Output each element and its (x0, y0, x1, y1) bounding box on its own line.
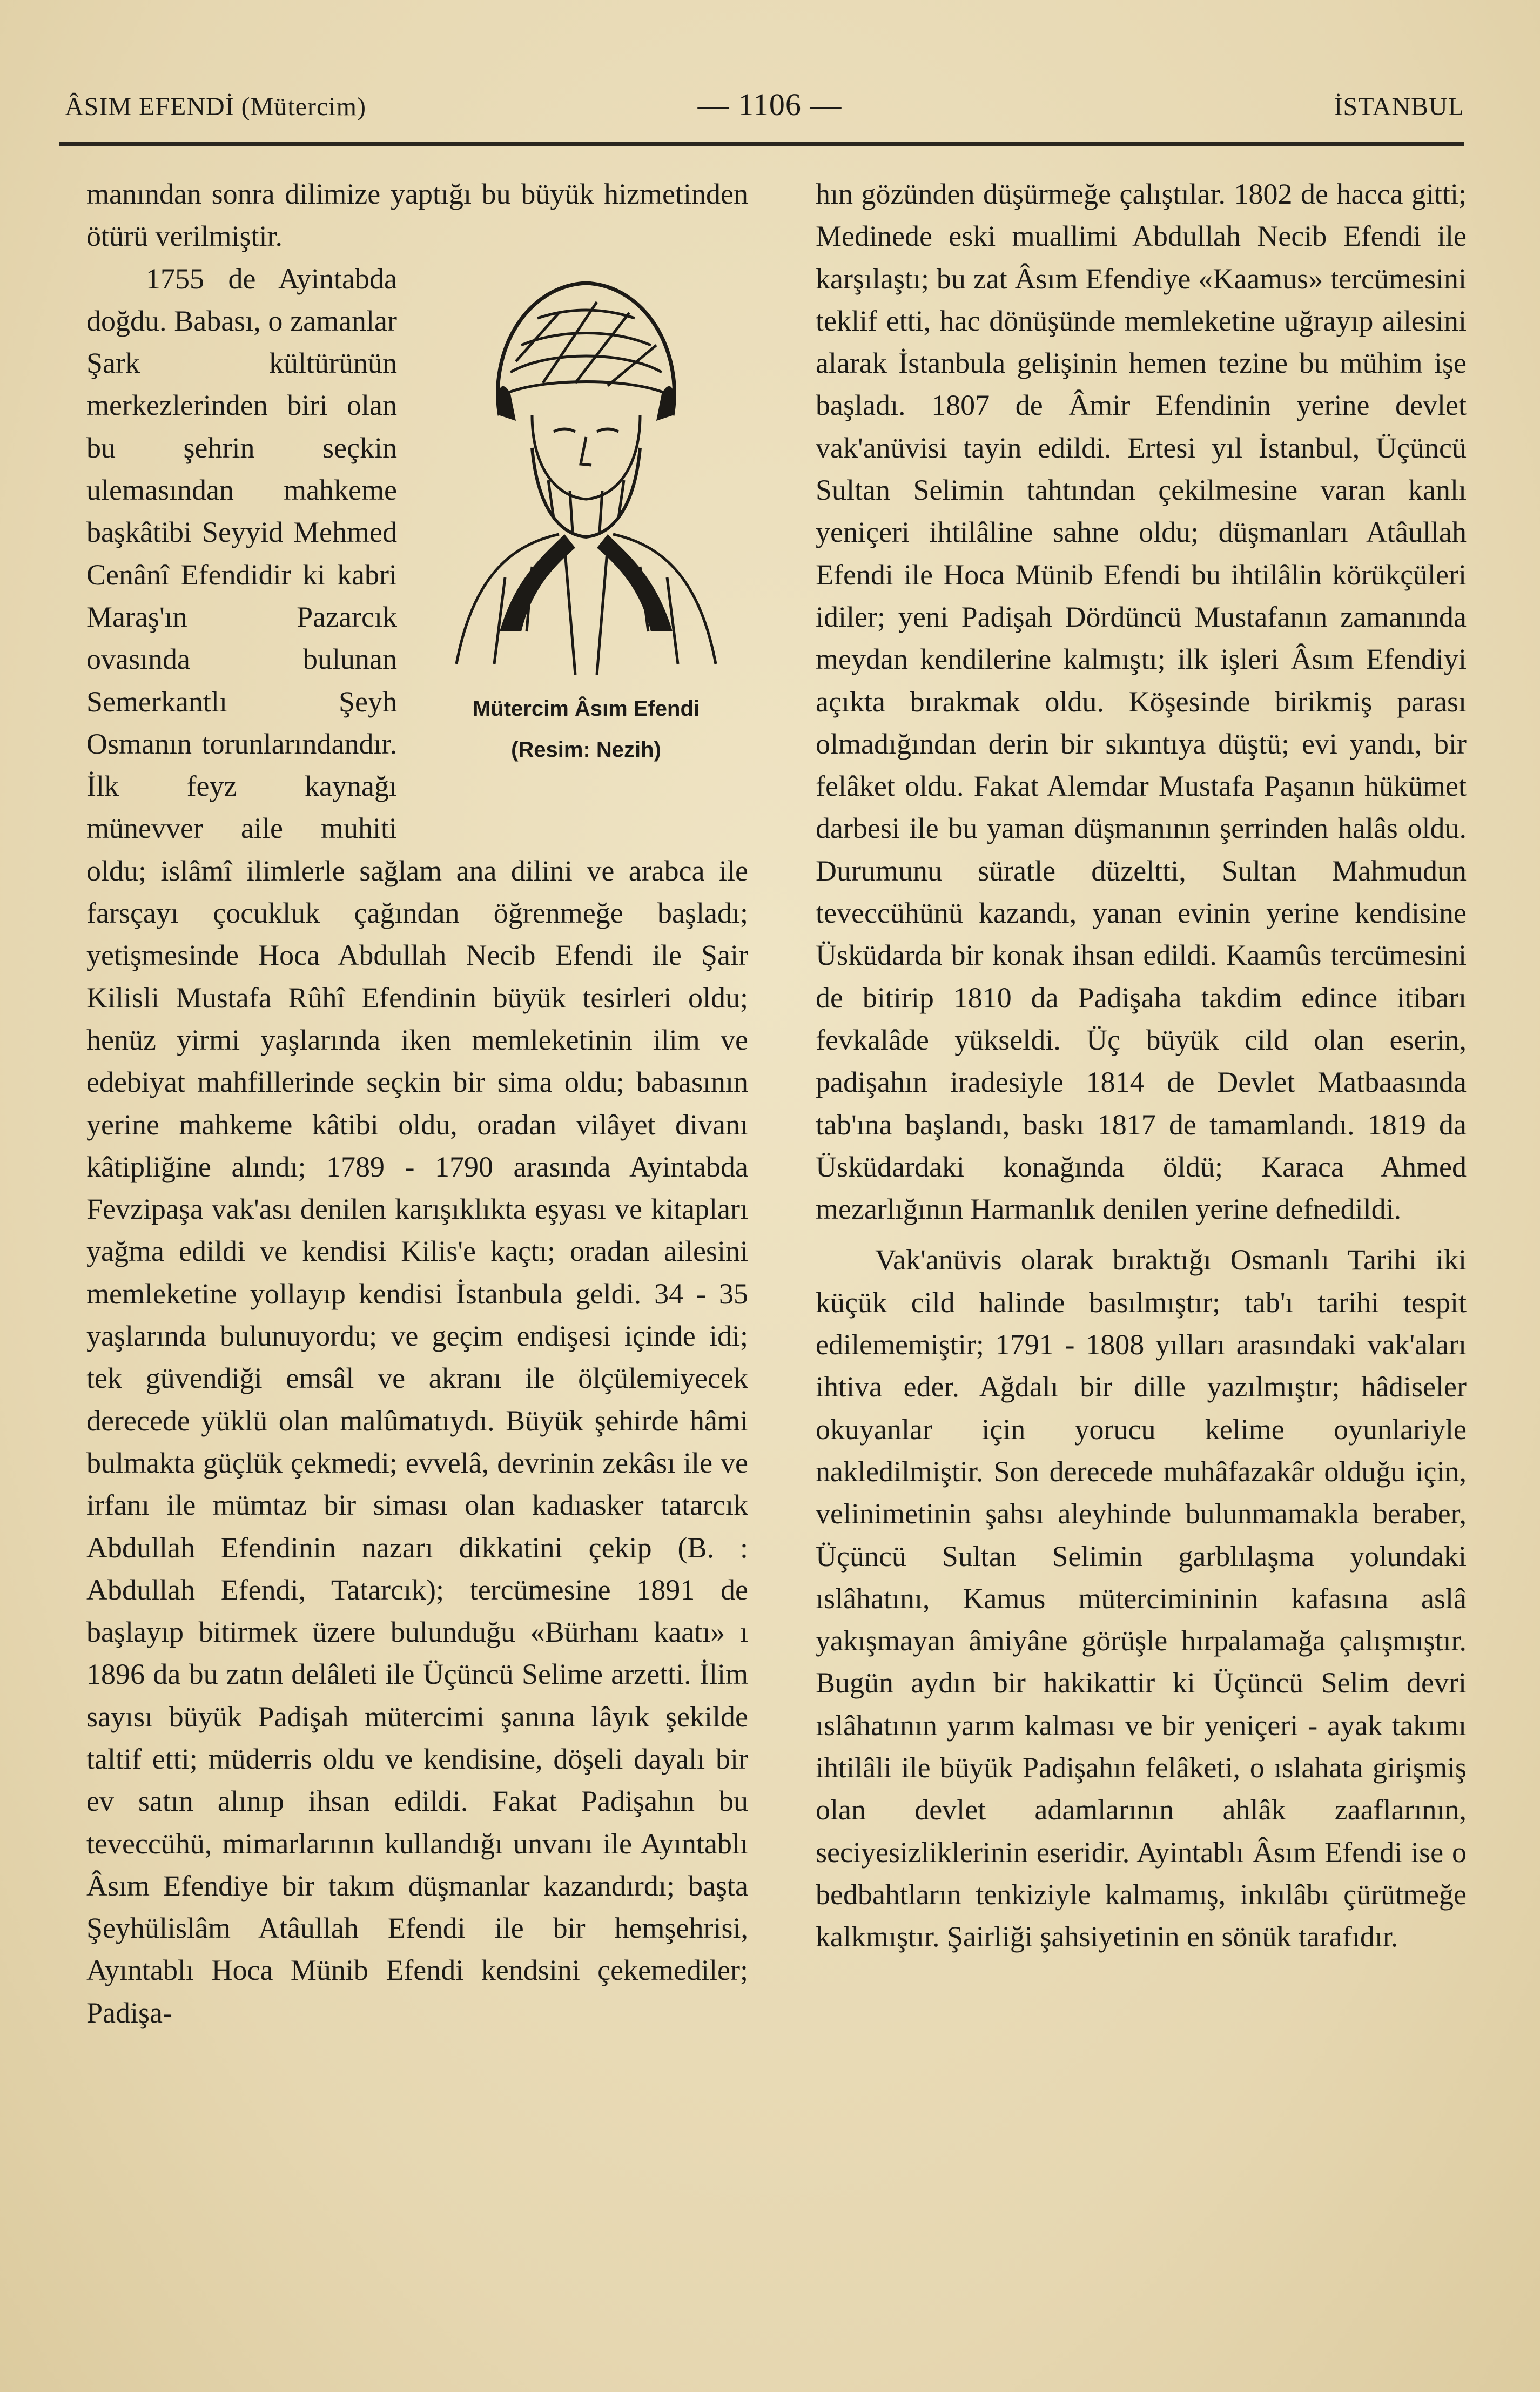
left-paragraph-1: manından sonra dilimize yaptığı bu büyük hizmetinden ötürü verilmiştir. (86, 178, 748, 253)
running-head-right: İSTANBUL (1334, 92, 1464, 121)
header-rule (59, 142, 1464, 146)
figure-caption-credit: (Resim: Nezih) (511, 737, 661, 762)
portrait-illustration (435, 253, 737, 686)
figure-caption-title: Mütercim Âsım Efendi (472, 696, 700, 721)
right-paragraph-1: hın gözünden düşürmeğe çalıştılar. 1802 de hacca gitti; Medinede eski muallimi Abdullah Necib Efendi ile karşılaştı; bu zat Âsım Efendiye «Kaamus» tercümesini teklif etti, hac dönüşünde memleketine uğrayıp ailesini alarak İstanbula gelişinin hemen tezine bu mühim işe başladı. 1807 de Âmir Efendinin yerine devlet vak'anüvisi tayin edildi. Ertesi yıl İstanbul, Üçüncü Sultan Selimin tahtından çekilmesine varan kanlı yeniçeri ihtilâline sahne oldu; düşmanları Atâullah Efendi ile Hoca Münib Efendi bu ihtilâlin körükçüleri idiler; yeni Padişah Dördüncü Mustafanın zamanında meydan kendilerine kalmıştı; ilk işleri Âsım Efendiyi açıkta bırakmak oldu. Köşesinde birikmiş parası olmadığından derin bir sıkıntıya düştü; evi yandı, bir felâket oldu. Fakat Alemdar Mustafa Paşanın hükümet darbesi ile bu yaman düşmanının şerrinden halâs oldu. Durumunu süratle düzeltti, Sultan Mahmudun teveccühünü kazandı, yanan evinin yerine kendisine Üsküdarda bir konak ihsan edildi. Kaamûs tercümesini de bitirip 1810 da Padişaha takdim edince itibarı fevkalâde yükseldi. Üç büyük cild olan eserin, padişahın iradesiyle 1814 de Devlet Matbaasında tab'ına başlandı, baskı 1817 de tamamlandı. 1819 da Üsküdardaki konağında öldü; Karaca Ahmed mezarlığının Harmanlık denilen yerine defnedildi. (816, 178, 1467, 1226)
portrait-figure (413, 253, 759, 837)
right-column (816, 173, 1467, 1958)
running-head-left: ÂSIM EFENDİ (Mütercim) (65, 92, 366, 121)
page-number: — 1106 — (697, 87, 842, 122)
left-paragraph-2: 1755 de Ayintabda doğdu. Babası, o zamanlar Şark kültürünün merkezlerinden biri olan bu şehrin seçkin ulemasından mahkeme başkâtibi Seyyid Mehmed Cenânî Efendidir ki kabri Maraş'ın Pazarcık ovasında bulunan Semerkantlı Şeyh Osmanın torunlarındandır. İlk feyz kaynağı münevver aile muhiti oldu; islâmî ilimlerle sağlam ana dilini ve arabca ile farsçayı çocukluk çağından öğrenmeğe başladı; yetişmesinde Hoca Abdullah Necib Efendi ile Şair Kilisli Mustafa Rûhî Efendinin büyük tesirleri oldu; henüz yirmi yaşlarında iken memleketinin ilim ve edebiyat mahfillerinde seçkin bir sima oldu; babasının yerine mahkeme kâtibi oldu, oradan vilâyet divanı kâtipliğine alındı; 1789 - 1790 arasında Ayintabda Fevzipaşa vak'ası denilen karışıklıkta eşyası ve kitapları yağma edildi ve kendisi Kilis'e kaçtı; oradan ailesini memleketine yollayıp kendisi İstanbula geldi. 34 - 35 yaşlarında bulunuyordu; ve geçim endişesi içinde idi; tek güvendiği emsâl ve akranı ile ölçülemiyecek derecede yüklü olan malûmatıydı. Büyük şehirde hâmi bulmakta güçlük çekmedi; evvelâ, devrinin zekâsı ile ve irfanı ile mümtaz bir siması olan kadıasker tatarcık Abdullah Efendinin nazarı dikkatini çekip (B. : Abdullah Efendi, Tatarcık); tercümesine 1891 de başlayıp bitirmek üzere bulunduğu «Bürhanı kaatı» ı 1896 da bu zatın delâleti ile Üçüncü Selime arzetti. İlim sayısı büyük Padişah mütercimi şanına lâyık şekilde taltif etti; müderris oldu ve kendisine, döşeli dayalı bir ev satın alınıp ihsan edildi. Fakat Padişahın bu teveccühü, mimarlarının kullandığı unvanı ile Ayıntablı Âsım Efendiye bir takım düşmanlar kazandırdı; başta Şeyhülislâm Atâullah Efendi ile bir hemşehrisi, Ayıntablı Hoca Münib Efendi kendsini çekemediler; Padişa- (86, 262, 748, 2029)
right-paragraph-2: Vak'anüvis olarak bıraktığı Osmanlı Tarihi iki küçük cild halinde basılmıştır; tab'ı tarihi tespit edilememiştir; 1791 - 1808 yılları arasındaki vak'aları ihtiva eder. Ağdalı bir dille yazılmıştır; hâdiseler okuyanlar için yorucu kelime oyunlariyle nakledilmiştir. Son derecede muhâfazakâr olduğu için, velinimetinin şahsı aleyhinde bulunmamakla beraber, Üçüncü Sultan Selimin garblılaşma yolundaki ıslâhatını, Kamus mütercimininin kafasına aslâ yakışmayan âmiyâne görüşle hırpalamağa çalışmıştır. Bugün aydın bir hakikattir ki Üçüncü Selim devri ıslâhatının yarım kalması ve bir yeniçeri - ayak takımı ihtilâli ile büyük Padişahın felâketi, o ıslahata girişmiş olan devlet adamlarının ahlâk zaaflarının, seciyesizliklerinin eseridir. Ayintablı Âsım Efendi ise o bedbahtların tenkiziyle kalmamış, inkılâbı çürütmeğe kalkmıştır. Şairliği şahsiyetinin en sönük tarafıdır. (816, 1244, 1467, 1953)
left-column (86, 173, 748, 2034)
